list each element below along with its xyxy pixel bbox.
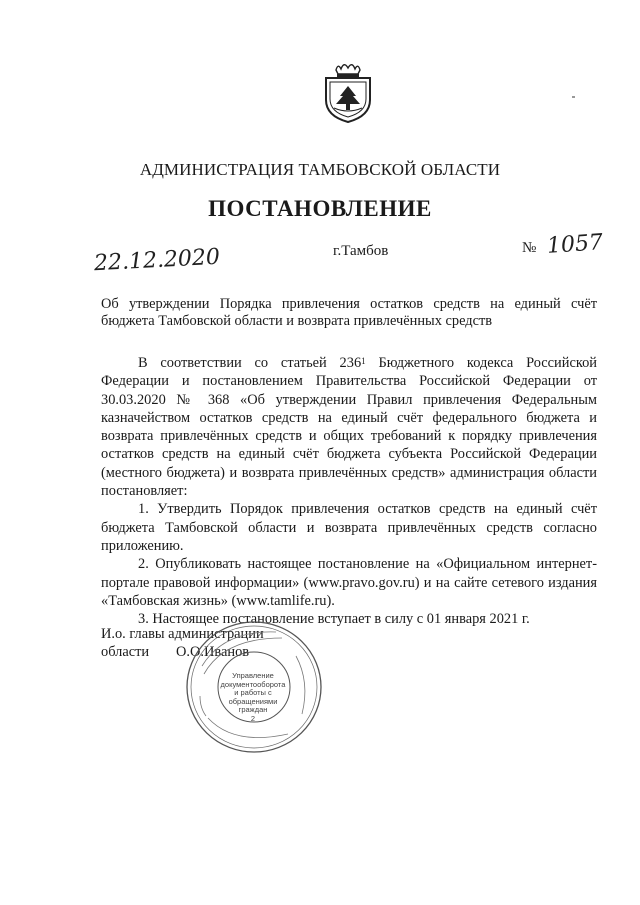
item-3-paragraph: 3. Настоящее постановление вступает в силу с 01 января 2021 г. — [138, 611, 530, 628]
document-body — [101, 354, 597, 628]
handwritten-number: 1057 — [546, 230, 604, 259]
stamp-center-text — [220, 672, 286, 724]
article-superscript: 1 — [361, 356, 366, 366]
emblem-graphic — [322, 58, 374, 124]
handwritten-date: 22.12.2020 — [93, 244, 221, 277]
number-label: № — [522, 240, 537, 256]
item-1-paragraph: 1. Утвердить Порядок привлечения остатков средств на единый счёт бюджета Тамбовской области и возврата привлечённых средств согласно приложению. — [101, 501, 597, 554]
coat-of-arms-emblem — [322, 58, 374, 124]
preamble-text-start: В соответствии со статьей 236 — [138, 355, 362, 371]
item-2-paragraph: 2. Опубликовать настоящее постановление на «Официальном интернет-портале правовой информации» (www.pravo.gov.ru) и на сайте сетевого издания «Тамбовская жизнь» (www.tamlife.ru). — [101, 556, 597, 609]
city-label: г.Тамбов — [333, 243, 389, 259]
stamp-department: Управление документооборота и работы с обращениями граждан — [220, 671, 286, 715]
signatory-region: области — [101, 644, 150, 660]
signatory-title: И.о. главы администрации — [101, 626, 264, 642]
document-type-title: ПОСТАНОВЛЕНИЕ — [208, 196, 432, 221]
scan-speck — [572, 96, 575, 98]
document-subject: Об утверждении Порядка привлечения остатков средств на единый счёт бюджета Тамбовской области и возврата привлечённых средств — [101, 296, 597, 329]
signatory-name: О.О.Иванов — [176, 644, 250, 660]
organization-heading: АДМИНИСТРАЦИЯ ТАМБОВСКОЙ ОБЛАСТИ — [139, 160, 501, 179]
preamble-paragraph — [101, 354, 597, 500]
stamp-number: 2 — [250, 713, 256, 723]
preamble-text-end: Бюджетного кодекса Российской Федерации и постановлением Правительства Российской Федерации от 30.03.2020 № 368 «Об утверждении Правил привлечения Федеральным казначейством остатков средств на единый счёт федерального бюджета и возврата привлечённых средств и общих требований к порядку привлечения остатков средств на единый счёт бюджета субъекта Российской Федерации (местного бюджета) и возврата привлечённых средств» администрация области постановляет: — [101, 355, 597, 500]
registration-stamp — [184, 618, 324, 756]
